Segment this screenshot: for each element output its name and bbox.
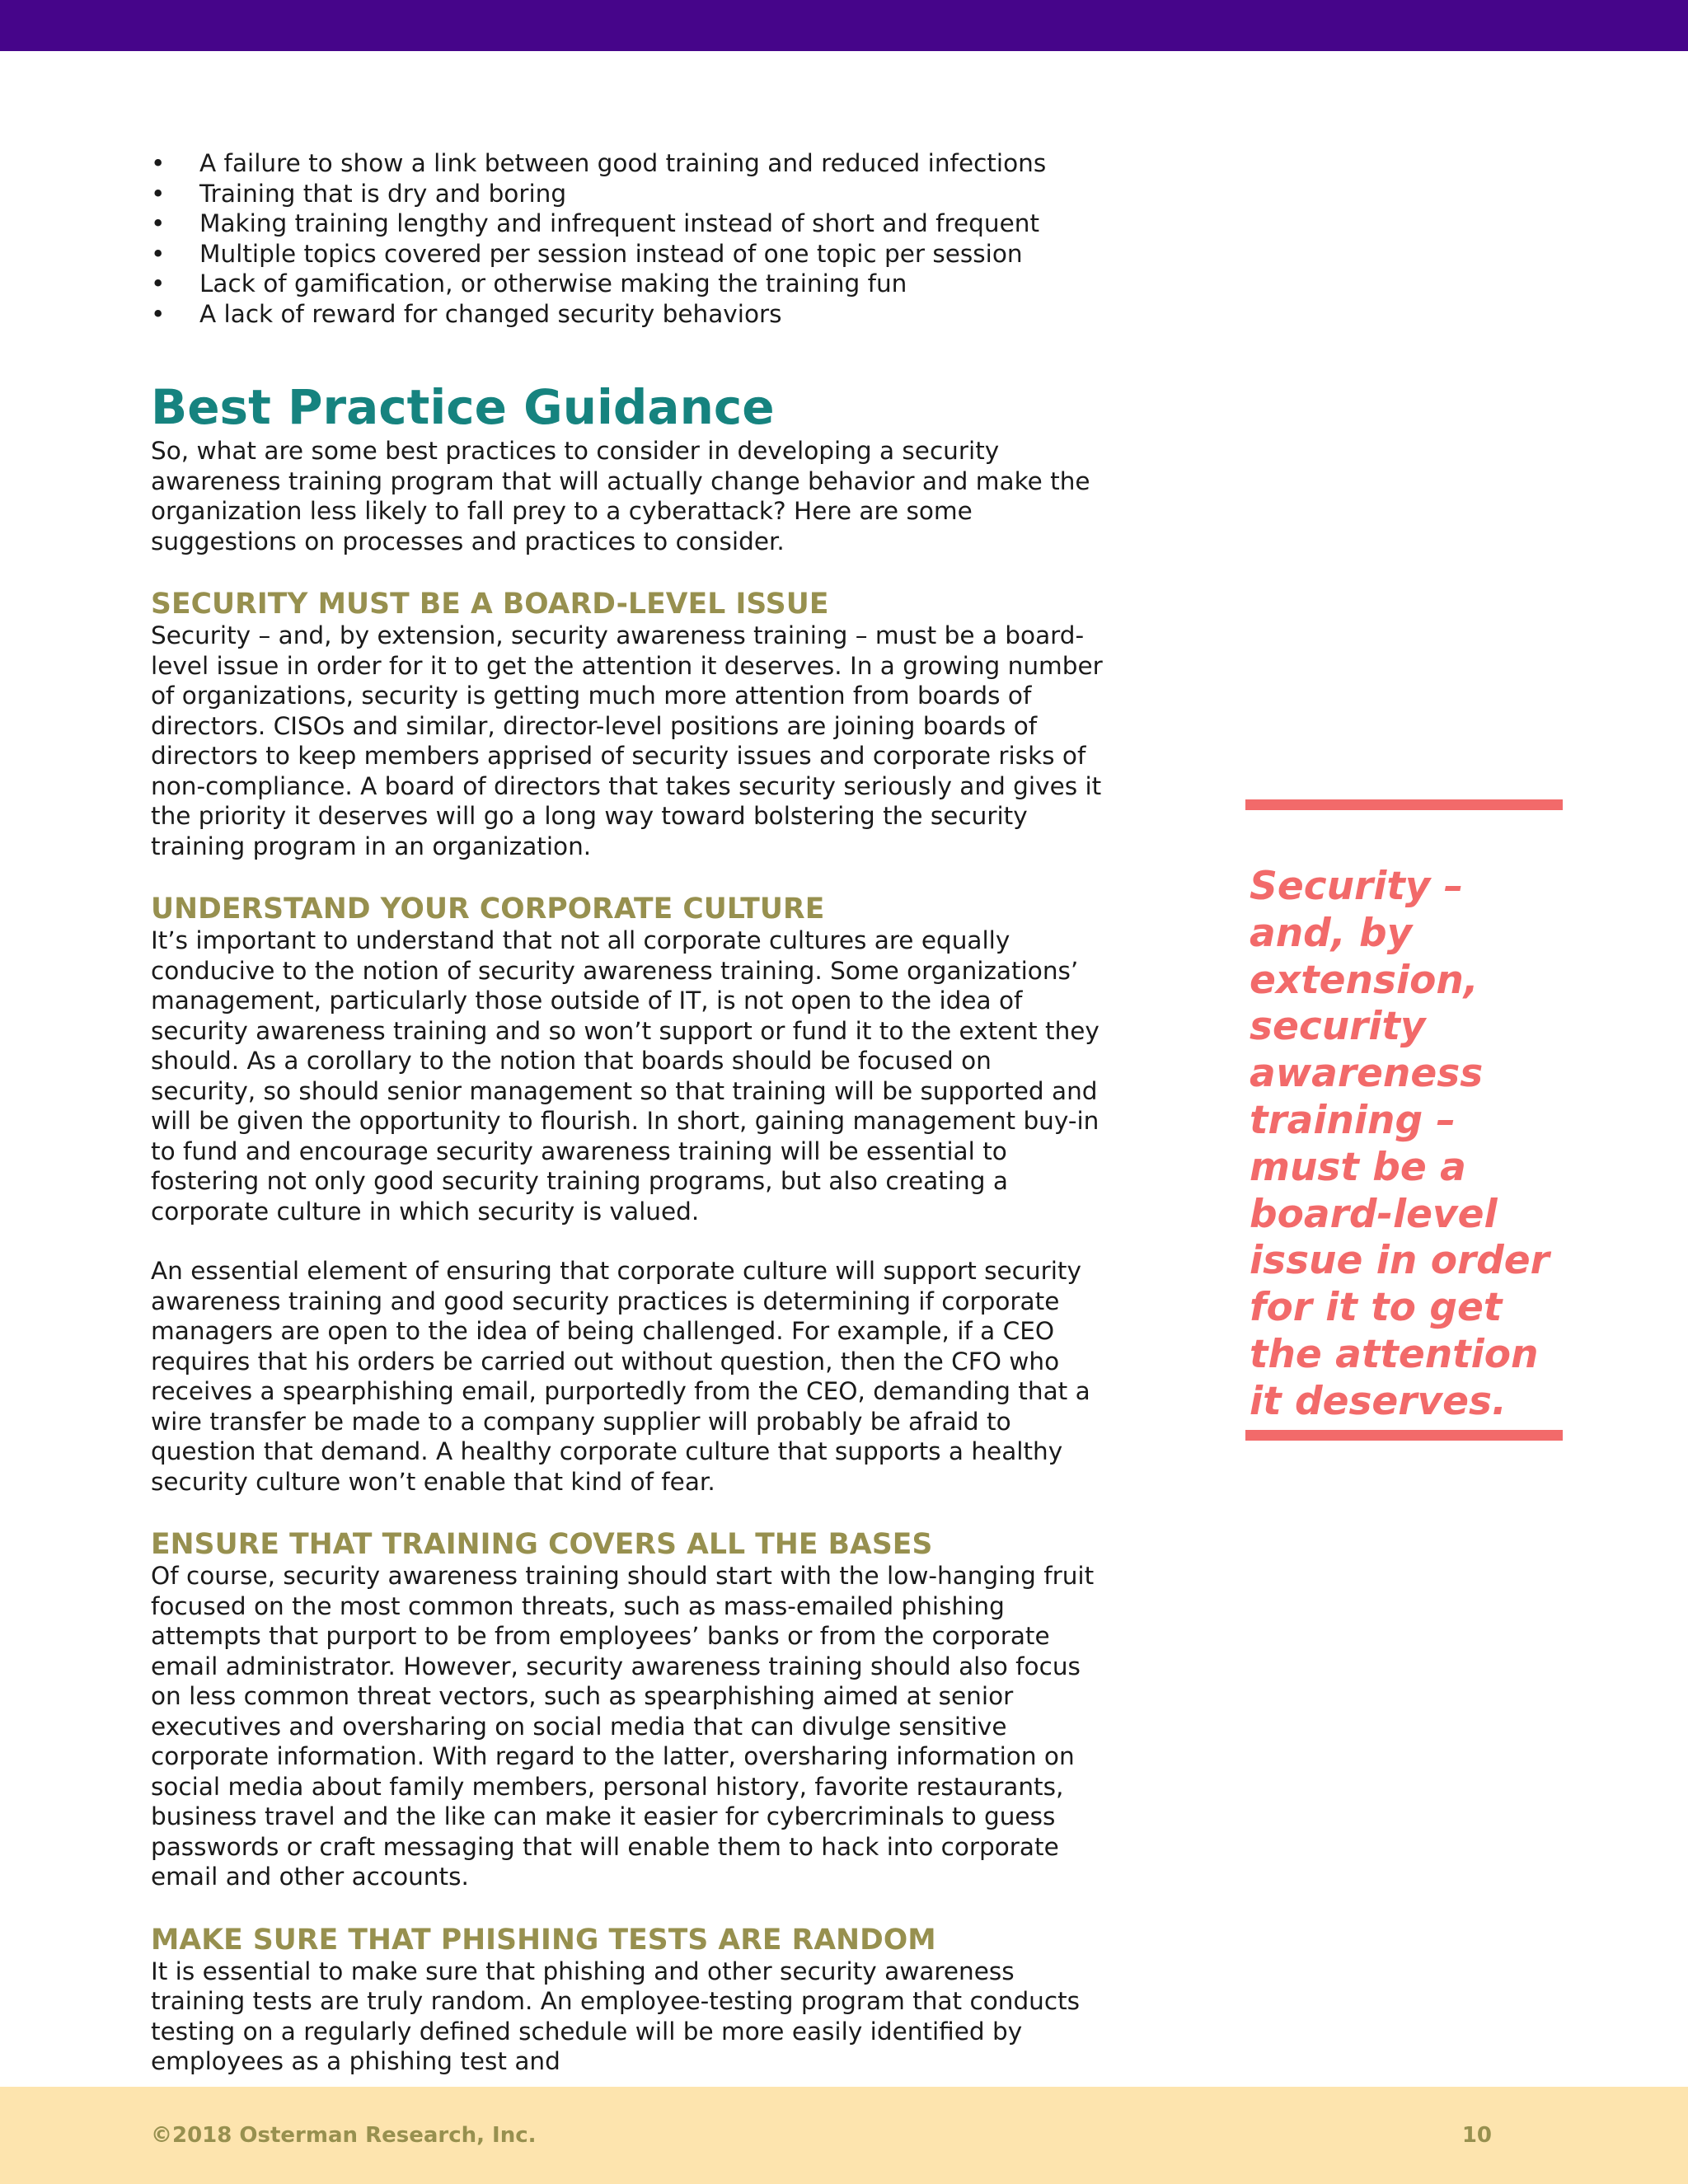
page-number: 10 — [1461, 2123, 1492, 2148]
list-item: • Lack of gamification, or otherwise making the training fun — [151, 269, 1103, 299]
pull-quote-bottom-rule — [1245, 1430, 1563, 1441]
pull-quote — [1245, 799, 1563, 1442]
section-heading-corporate-culture: UNDERSTAND YOUR CORPORATE CULTURE — [151, 893, 825, 926]
bullet-list — [151, 148, 1103, 329]
pull-quote-text: Security – and, by extension, security awareness training – must be a board-level issue in order for it to get the attention it deserves. — [1250, 864, 1550, 1424]
main-content — [151, 148, 1103, 2077]
pull-quote-top-rule — [1245, 799, 1563, 810]
page-title: Best Practice Guidance — [151, 379, 775, 435]
intro-paragraph: So, what are some best practices to consider in developing a security awareness training program that will actually change behavior and make the organization less likely to fall prey to a cyberattack? Here are some suggestions on processes and practices to consider. — [151, 437, 1090, 555]
footer-copyright: ©2018 Osterman Research, Inc. — [151, 2123, 537, 2148]
section-heading-training-bases: ENSURE THAT TRAINING COVERS ALL THE BASES — [151, 1528, 933, 1561]
list-item: • Making training lengthy and infrequent instead of short and frequent — [151, 209, 1103, 239]
section-paragraph: It’s important to understand that not all corporate cultures are equally conducive to the notion of security awareness training. Some organizations’ management, particularly those outside of IT, is not open to the idea of security awareness training and so won’t support or fund it to the extent they should. As a corollary to the notion that boards should be focused on security, so should senior management so that training will be supported and will be given the opportunity to flourish. In short, gaining management buy-in to fund and encourage security awareness training will be essential to fostering not only good security training programs, but also creating a corporate culture in which security is valued. — [151, 926, 1100, 1226]
list-item: • Multiple topics covered per session instead of one topic per session — [151, 239, 1103, 269]
list-item: • Training that is dry and boring — [151, 179, 1103, 209]
section-paragraph: It is essential to make sure that phishing and other security awareness training tests are truly random. An employee-testing program that conducts testing on a regularly defined schedule will be more easily identified by employees as a phishing test and — [151, 1957, 1081, 2075]
section-paragraph: An essential element of ensuring that corporate culture will support security awareness training and good security practices is determining if corporate managers are open to the idea of being challenged. For example, if a CEO requires that his orders be carried out without question, then the CFO who receives a spearphishing email, purportedly from the CEO, demanding that a wire transfer be made to a company supplier will probably be afraid to question that demand. A healthy corporate culture that supports a healthy security culture won’t enable that kind of fear. — [151, 1257, 1090, 1496]
list-item: • A failure to show a link between good training and reduced infections — [151, 148, 1103, 179]
list-item: • A lack of reward for changed security behaviors — [151, 299, 1103, 330]
section-paragraph: Of course, security awareness training should start with the low-hanging fruit focused on the most common threats, such as mass-emailed phishing attempts that purport to be from employees’ banks or from the corporate email administrator. However, security awareness training should also focus on less common threat vectors, such as spearphishing aimed at senior executives and oversharing on social media that can divulge sensitive corporate information. With regard to the latter, oversharing information on social media about family members, personal history, favorite restaurants, business travel and the like can make it easier for cybercriminals to guess passwords or craft messaging that will enable them to hack into corporate email and other accounts. — [151, 1562, 1095, 1891]
section-heading-phishing-tests: MAKE SURE THAT PHISHING TESTS ARE RANDOM — [151, 1923, 936, 1957]
top-banner — [0, 0, 1688, 51]
section-paragraph: Security – and, by extension, security awareness training – must be a board-level issue in order for it to get the attention it deserves. In a growing number of organizations, security is getting much more attention from boards of directors. CISOs and similar, director-level positions are joining boards of directors to keep members apprised of security issues and corporate risks of non-compliance. A board of directors that takes security seriously and gives it the priority it deserves will go a long way toward bolstering the security training program in an organization. — [151, 621, 1103, 860]
section-heading-board-level: SECURITY MUST BE A BOARD-LEVEL ISSUE — [151, 588, 829, 621]
